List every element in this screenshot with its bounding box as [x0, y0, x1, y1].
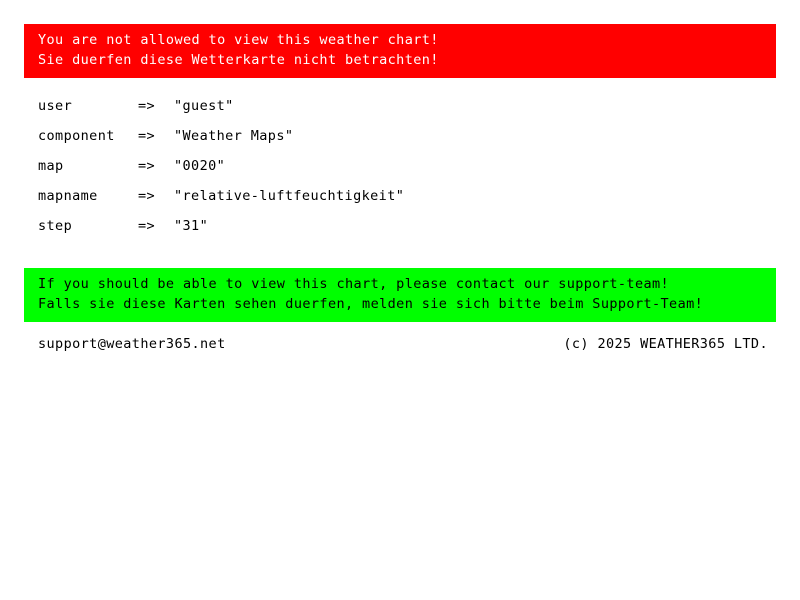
- param-key: step: [38, 218, 73, 234]
- error-banner-line-en: You are not allowed to view this weather chart!: [38, 32, 439, 48]
- info-banner: [24, 268, 776, 322]
- param-arrow: =>: [138, 128, 156, 144]
- param-key: mapname: [38, 188, 98, 204]
- error-banner: [24, 24, 776, 78]
- param-value: "relative-luftfeuchtigkeit": [174, 188, 405, 204]
- param-arrow: =>: [138, 188, 156, 204]
- table-row: [38, 96, 404, 126]
- support-email-link[interactable]: support@weather365.net: [38, 336, 226, 352]
- param-key: component: [38, 128, 115, 144]
- param-value: "0020": [174, 158, 226, 174]
- param-value: "guest": [174, 98, 234, 114]
- param-value: "31": [174, 218, 209, 234]
- info-banner-line-de: Falls sie diese Karten sehen duerfen, melden sie sich bitte beim Support-Team!: [38, 296, 704, 312]
- table-row: [38, 216, 404, 246]
- param-value: "Weather Maps": [174, 128, 294, 144]
- table-row: [38, 126, 404, 156]
- copyright-text: (c) 2025 WEATHER365 LTD.: [563, 336, 768, 352]
- parameter-table: [38, 96, 404, 246]
- param-arrow: =>: [138, 158, 156, 174]
- page-container: [0, 24, 800, 600]
- param-key: user: [38, 98, 73, 114]
- param-arrow: =>: [138, 98, 156, 114]
- footer: [24, 336, 776, 352]
- info-banner-line-en: If you should be able to view this chart, please contact our support-team!: [38, 276, 670, 292]
- table-row: [38, 156, 404, 186]
- error-banner-line-de: Sie duerfen diese Wetterkarte nicht betrachten!: [38, 52, 439, 68]
- param-key: map: [38, 158, 64, 174]
- param-arrow: =>: [138, 218, 156, 234]
- table-row: [38, 186, 404, 216]
